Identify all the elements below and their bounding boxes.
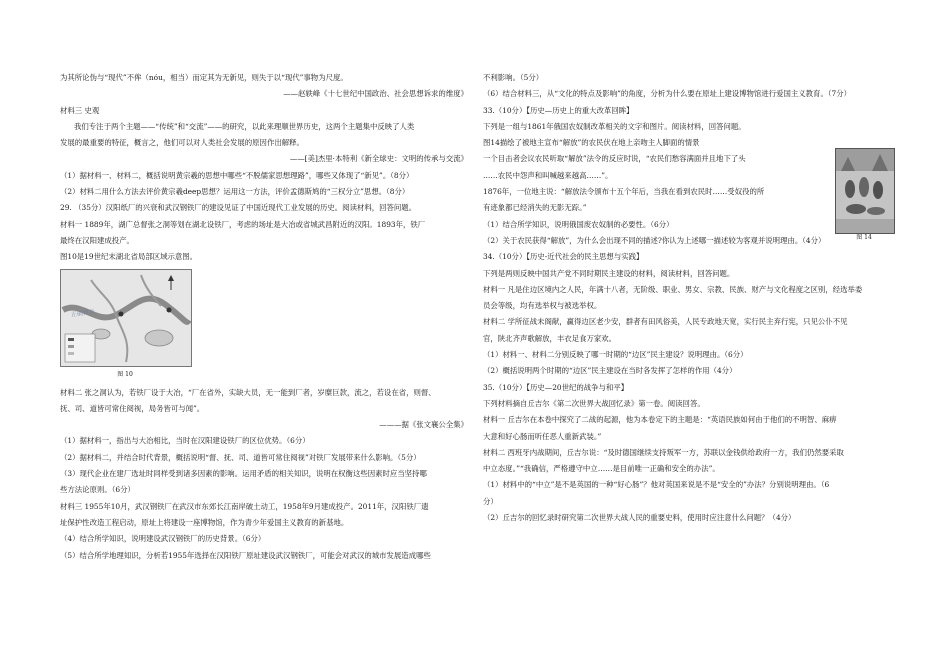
etching-figure: [835, 148, 895, 234]
question-line: （1）据材料一，指出与大冶相比，当时在汉阳建设铁厂的区位优势。（6分）: [60, 436, 310, 446]
question-line: 不利影响。（5分）: [483, 73, 544, 82]
figure-caption: 图 10: [117, 370, 133, 378]
text-line: 员会等级，均有选举权与被选举权。: [483, 301, 602, 311]
question-line: （1）材料中的“中立”是不是英国的一种“好心肠”？他对英国来说是不是“安全的”办法？分别说明理由。（6: [483, 480, 830, 490]
text-line: 材料一 丘吉尔在本卷中探究了二战的起源，他为本卷定下的主题是：“英语民族如何由于他们的不明智、麻痹: [483, 415, 837, 425]
question-line: （5）结合所学地理知识，分析若1955年选择在汉阳铁厂原址建设武汉钢铁厂，可能会对武汉的城市发展造成哪些: [60, 550, 431, 560]
question-line: 分）: [483, 496, 498, 506]
question-line: （1）结合所学知识，说明俄国废农奴制的必要性。（6分）: [483, 219, 674, 229]
text-line: 下列是一组与1861年俄国农奴制改革相关的文字和图片。阅读材料，回答问题。: [483, 121, 746, 131]
citation: ———据《张文襄公全集》: [379, 420, 468, 430]
right-column: [483, 70, 893, 526]
question-heading: 33.（10分）【历史—历史上的重大改革回眸】: [483, 105, 634, 115]
question-line: （6）结合材料三，从“文化的特点及影响”的角度，分析为什么要在原址上建设博物馆进行爱国主义教育。（7分）: [483, 89, 852, 99]
question-line: （2）据材料二，并结合时代背景，概括说明“督、抚、司、道皆可常住阅视”对铁厂发展带来什么影响。（5分）: [60, 452, 421, 462]
text-line: 材料一 1889年，湖广总督张之洞等划在湖北设铁厂，考虑的场址是大冶或省城武昌附近的汉阳。1893年，铁厂: [60, 219, 426, 229]
question-heading: 35.（10分）【历史—20世纪的战争与和平】: [483, 382, 629, 392]
question-heading: 34.（10分）【历史-近代社会的民主思想与实践】: [483, 252, 644, 262]
material-heading: 材料三 史观: [60, 105, 100, 115]
question-line: （2）关于农民获得“解放”，为什么会出现不同的描述?你认为上述哪一描述较为客观并说明理由。（4分）: [483, 235, 826, 245]
figure-caption: 图 14: [856, 234, 872, 241]
text-line: ……农民中怨声和叫喊越来越高……”。: [483, 170, 613, 180]
text-line: 材料一 凡是住边区境内之人民，年满十八者，无阶级、职业、男女、宗教、民族、财产与文化程度之区别，经选举委: [483, 284, 863, 294]
question-line: （4）结合所学知识，说明建设武汉钢铁厂的历史背景。（6分）: [60, 534, 266, 544]
text-line: 图10是19世纪末湖北省局部区域示意图。: [60, 252, 198, 262]
question-line: （1）材料一、材料二分别反映了哪一时期的“边区”民主建设？说明理由。（6分）: [483, 350, 748, 360]
text-line: 1876年，一位地主说：“解放法令颁布十五个年后，当我在看到农民时……受奴役的所: [483, 187, 765, 197]
question-line: （3）现代企业在建厂选址时同样受到诸多因素的影响。运用矛盾的相关知识，说明在权衡这些因素时应当坚持哪: [60, 469, 427, 479]
text-line: 发展的最重要的特征，概言之，他们可以对人类社会发展的原因作出解释。: [60, 138, 304, 148]
text-line: 材料二 学所征战未阁献，赢得边区老少安，群者有田风俗美，人民专政地天宽，实行民主弃行宪，只见公仆不见: [483, 317, 848, 327]
text-line: 官，陕北齐声歌解放，丰衣足食万家欢。: [483, 333, 617, 343]
text-line: 下列是两则反映中国共产党不同时期民主建设的材料，阅读材料，回答问题。: [483, 268, 735, 278]
text-line: 有迹象都已经消失的无影无踪。”: [483, 203, 587, 213]
text-line: 材料二 张之洞认为，若铁厂设于大冶，“厂在省外，实缺大员，无一能到厂者，岁糜巨款，流之，若设在省，则督、: [60, 387, 436, 397]
text-line: 一个目击者会议农民听取“解放”法令的反应时说，“农民们愁容满面并且地下了头: [483, 154, 746, 164]
text-line: 材料二 西班牙内战期间，丘吉尔说：“及时德国继续支持叛军一方，苏联以金钱供给政府一方，我们仍然要采取: [483, 447, 844, 457]
text-line: 为其所论伪与“现代”不侔（nóu，相当）而定其为无新见，则失于以“现代”事物为尺度。: [60, 73, 348, 82]
question-line: （2）材料二用什么方法去评价黄宗羲deep思想？运用这一方法，评价孟德斯鸠的“三权分立”思想。（8分）: [60, 187, 410, 197]
watermark: 正确教育: [70, 307, 96, 319]
text-line: 材料三 1955年10月，武汉钢铁厂在武汉市东郊长江南岸破土动工，1958年9月建成投产。2011年，汉阳铁厂遗: [60, 501, 429, 511]
text-line: 址保护性改造工程启动，原址上将建设一座博物馆，作为青少年爱国主义教育的新基地。: [60, 517, 349, 527]
citation: ——赵轶峰《十七世纪中国政治、社会思想诉求的维度》: [283, 89, 468, 99]
text-line: 大意和好心肠而听任恶人重新武装。”: [483, 431, 602, 441]
etching-illustration: [836, 149, 894, 233]
left-column: [60, 70, 468, 564]
question-line: 些方法论原则。（6分）: [60, 485, 135, 495]
citation: ——[美]杰里·本特利《新全球史：文明的传承与交流》: [289, 154, 468, 164]
text-line: 中立态度。”“我确信，严格遵守中立……是目前唯一正确和安全的办法”。: [483, 464, 720, 474]
question-line: （1）据材料一、材料二，概括说明黄宗羲的思想中哪些“不脱儒家思想理路”，哪些又体现了“新见”。（8分）: [60, 170, 414, 180]
text-line: 抚、司、道皆可常住阅视，局务皆可与闻”。: [60, 403, 205, 413]
text-line: 图14描绘了被地主宣布“解放”的农民伏在地上亲吻主人脚面的情景: [483, 138, 700, 148]
question-line: （2）丘吉尔的回忆录时研究第二次世界大战人民的重要史料，使用时应注意什么问题？（4分）: [483, 513, 796, 523]
text-line: 我们专注于两个主题——“传统”和“交流”——的研究，以此来理顺世界历史，这两个主题集中反映了人类: [74, 121, 415, 131]
question-line: （2）概括说明两个时期的“边区”民主建设在当时各发挥了怎样的作用（4分）: [483, 366, 737, 376]
map-figure: [60, 269, 192, 367]
question-heading: 29. （35分）汉阳纸厂的兴衰和武汉钢铁厂的建设见证了中国近现代工业发展的历史。阅读材料，回答问题。: [60, 203, 417, 213]
text-line: 下列材料摘自丘吉尔《第二次世界大战回忆录》第一卷。阅读回答。: [483, 398, 705, 408]
text-line: 最终在汉阳建成投产。: [60, 235, 134, 245]
